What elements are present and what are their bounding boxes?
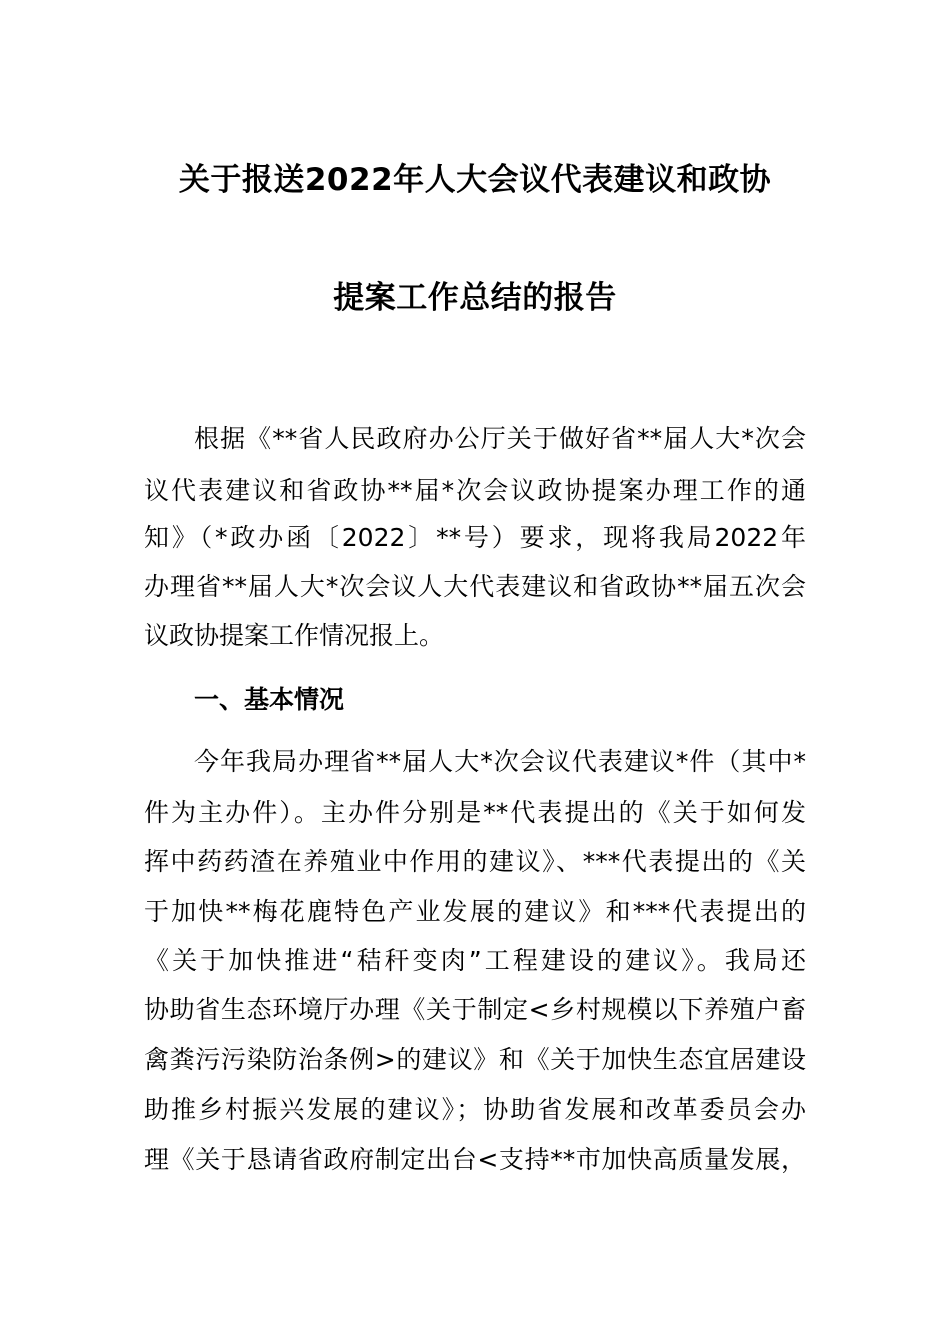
paragraph-1-line-3: 知》（*政办函〔2022〕**号）要求，现将我局2022年 — [144, 523, 806, 552]
paragraph-1-line-1: 根据《**省人民政府办公厅关于做好省**届人大*次会 — [194, 424, 806, 453]
document-title-line-1: 关于报送2022年人大会议代表建议和政协 — [178, 162, 772, 198]
paragraph-2-line-2: 件为主办件）。主办件分别是**代表提出的《关于如何发 — [144, 798, 806, 827]
paragraph-2-line-6: 协助省生态环境厅办理《关于制定<乡村规模以下养殖户畜 — [144, 995, 806, 1024]
paragraph-1-line-5: 议政协提案工作情况报上。 — [144, 621, 445, 650]
document-title-line-2: 提案工作总结的报告 — [333, 280, 617, 316]
paragraph-2-line-1: 今年我局办理省**届人大*次会议代表建议*件（其中* — [194, 747, 806, 776]
paragraph-2-line-8: 助推乡村振兴发展的建议》；协助省发展和改革委员会办 — [144, 1095, 806, 1124]
paragraph-2-line-9: 理《关于恳请省政府制定出台<支持**市加快高质量发展， — [144, 1145, 806, 1174]
paragraph-2-line-4: 于加快**梅花鹿特色产业发展的建议》和***代表提出的 — [144, 897, 806, 926]
paragraph-1-line-2: 议代表建议和省政协**届*次会议政协提案办理工作的通 — [144, 476, 806, 505]
paragraph-2-line-5: 《关于加快推进“秸秆变肉”工程建设的建议》。我局还 — [144, 946, 806, 975]
section-heading: 一、基本情况 — [194, 685, 345, 714]
paragraph-1-line-4: 办理省**届人大*次会议人大代表建议和省政协**届五次会 — [144, 572, 806, 601]
paragraph-2-line-3: 挥中药药渣在养殖业中作用的建议》、***代表提出的《关 — [144, 847, 806, 876]
paragraph-2-line-7: 禽粪污污染防治条例>的建议》和《关于加快生态宜居建设 — [144, 1045, 806, 1074]
